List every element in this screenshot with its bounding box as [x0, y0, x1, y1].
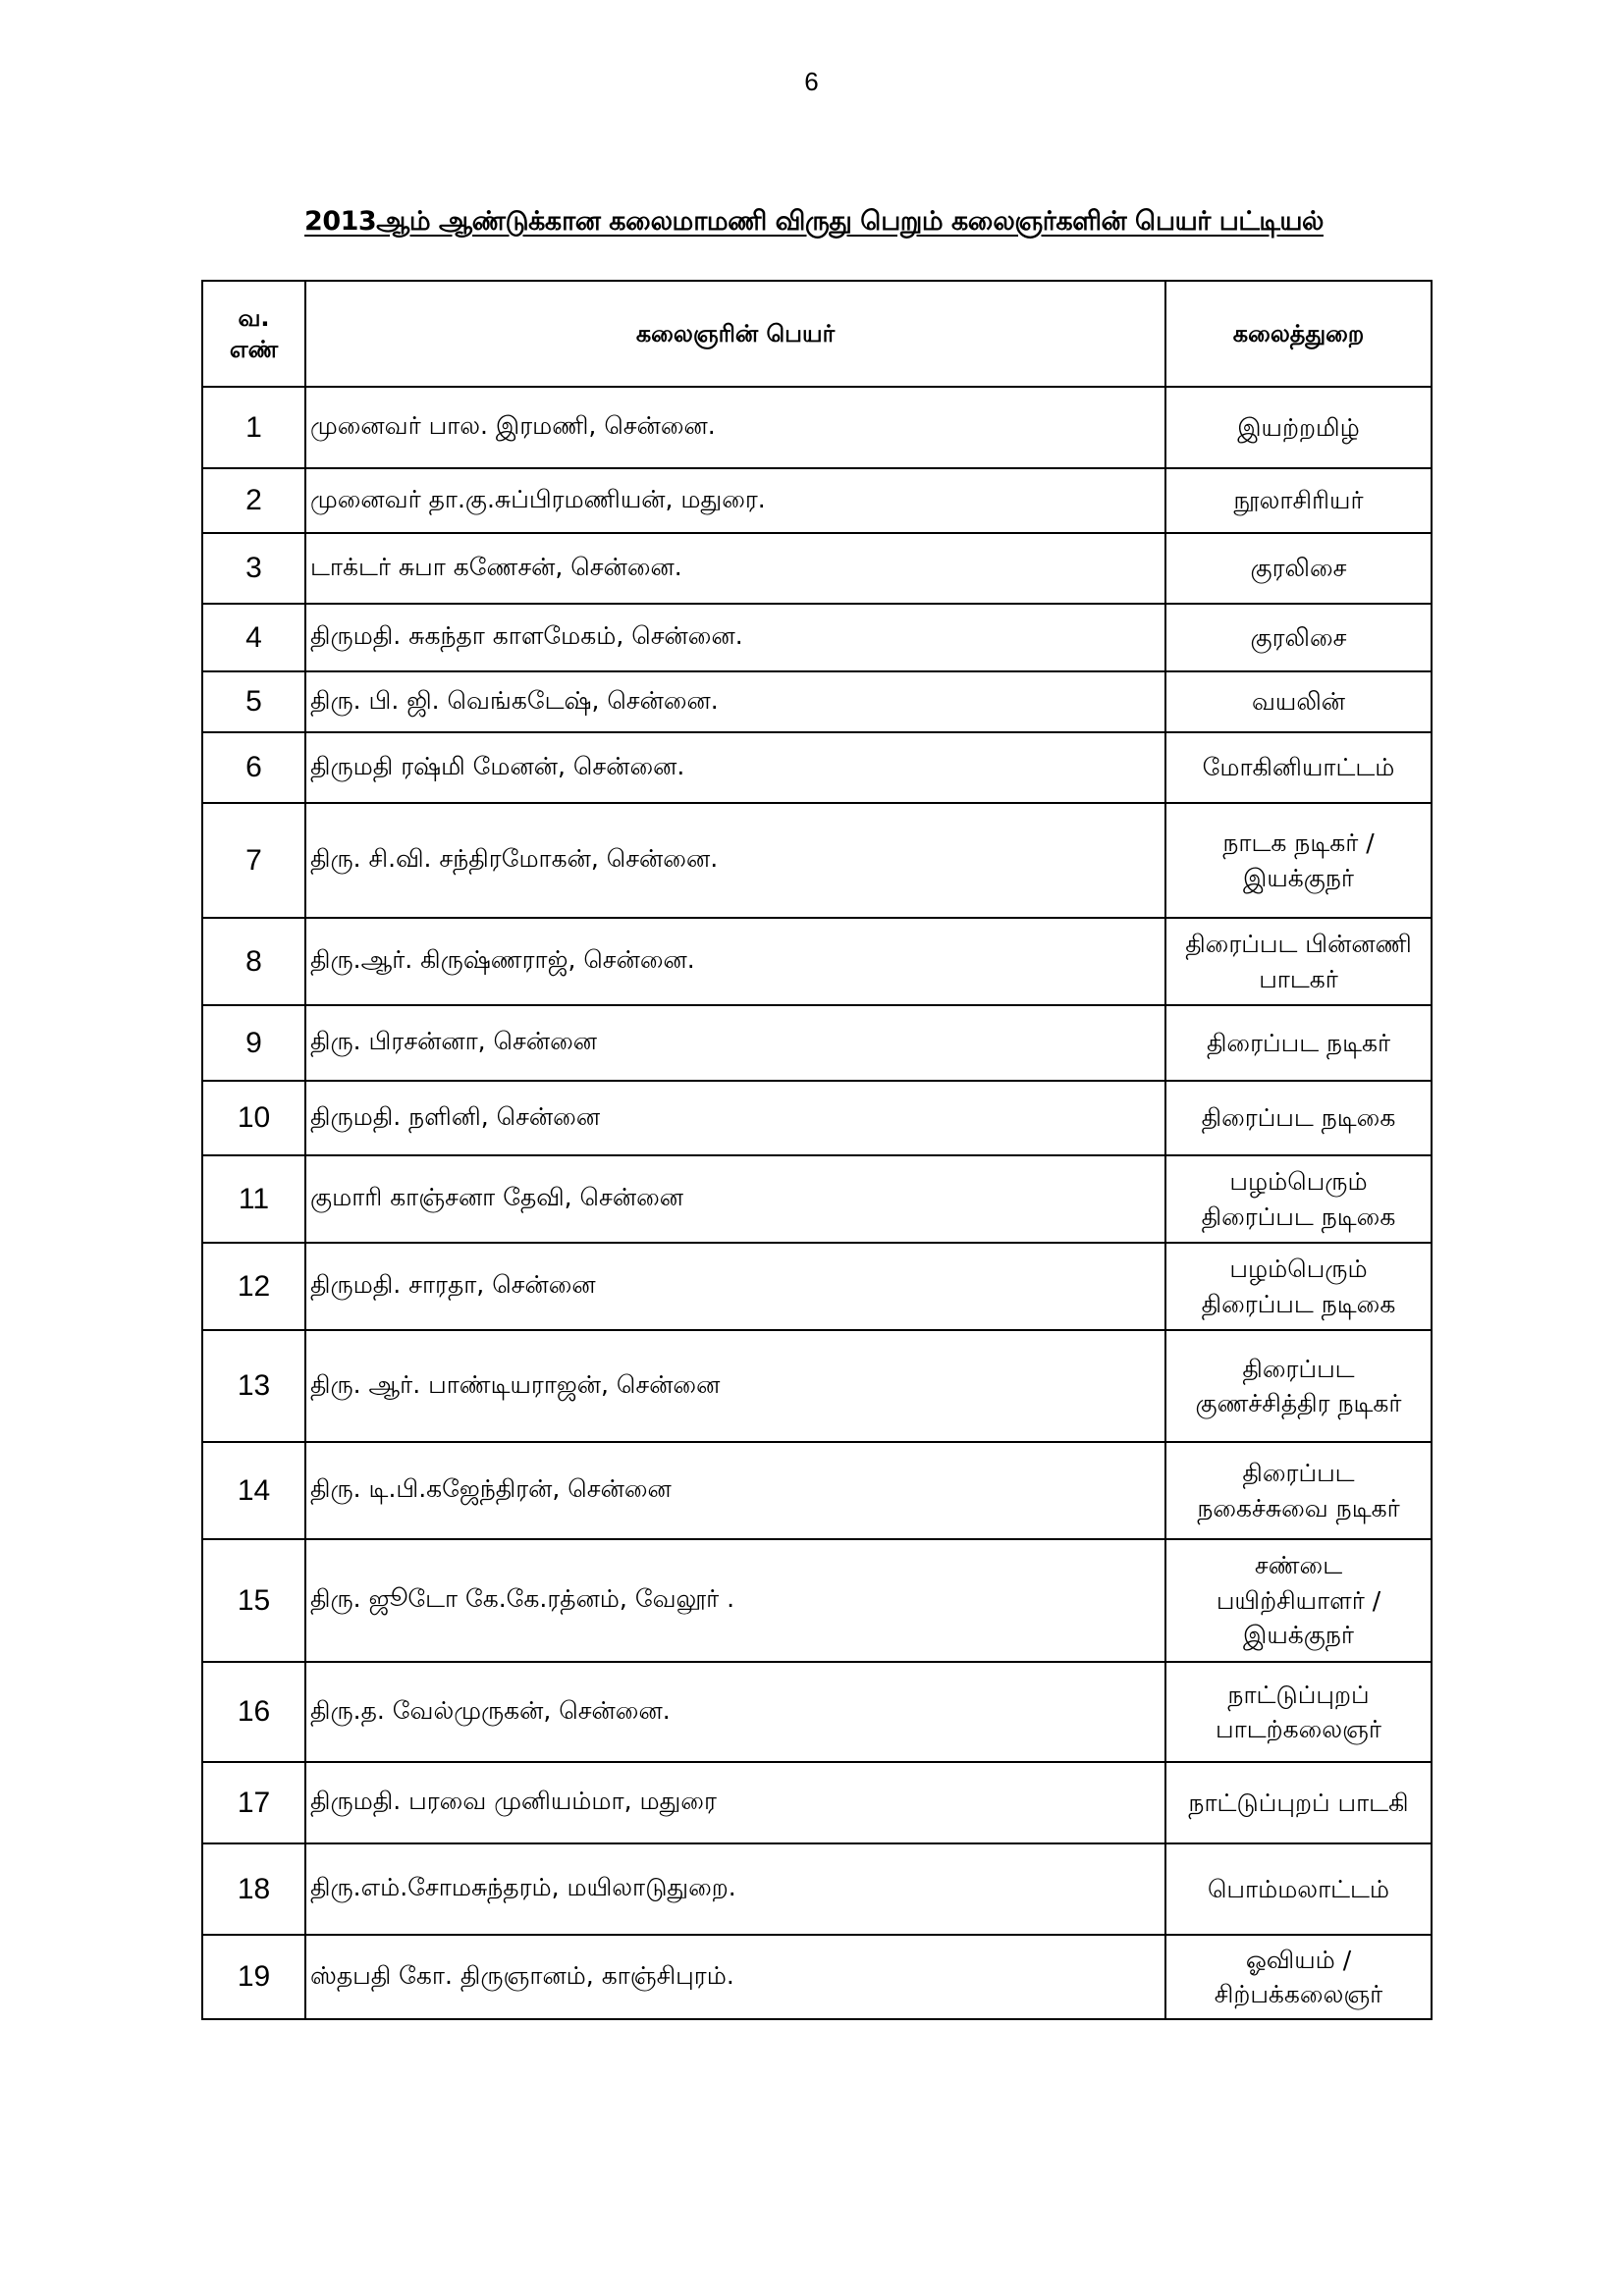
art-field-line: நாடக நடிகர் / [1222, 828, 1375, 857]
art-field-line: சிற்பக்கலைஞர் [1214, 1980, 1383, 2008]
art-field-line: சண்டை [1254, 1551, 1343, 1580]
artist-name: திருமதி. சுகந்தா காளமேகம், சென்னை. [305, 604, 1165, 671]
art-field-line: இயற்றமிழ் [1237, 412, 1360, 442]
art-field-line: பாடற்கலைஞர் [1216, 1715, 1381, 1743]
header-serial-number [202, 281, 305, 387]
art-field [1165, 1155, 1432, 1243]
artist-name: திருமதி. நளினி, சென்னை [305, 1081, 1165, 1155]
art-field [1165, 803, 1432, 918]
art-field-line: குணச்சித்திர நடிகர் [1195, 1389, 1402, 1417]
art-field [1165, 604, 1432, 671]
serial-number: 13 [202, 1330, 305, 1442]
serial-number: 3 [202, 533, 305, 604]
art-field [1165, 468, 1432, 533]
serial-number: 11 [202, 1155, 305, 1243]
table-row [202, 604, 1432, 671]
art-field-line: திரைப்பட [1242, 1354, 1355, 1383]
header-serial-line: வ. [238, 303, 270, 332]
serial-number: 5 [202, 671, 305, 732]
artist-name: திரு.எம்.சோமசுந்தரம், மயிலாடுதுறை. [305, 1843, 1165, 1935]
table-row [202, 1762, 1432, 1843]
art-field [1165, 1330, 1432, 1442]
table-header-row [202, 281, 1432, 387]
art-field [1165, 1762, 1432, 1843]
table-row [202, 918, 1432, 1005]
awardees-table [201, 280, 1433, 2020]
header-artist-name: கலைஞரின் பெயர் [305, 281, 1165, 387]
header-art-field: கலைத்துறை [1165, 281, 1432, 387]
document-title: 2013ஆம் ஆண்டுக்கான கலைமாமணி விருது பெறும் கலைஞர்களின் பெயர் பட்டியல் [304, 206, 1324, 237]
serial-number: 19 [202, 1935, 305, 2019]
art-field [1165, 1243, 1432, 1330]
table-row [202, 1442, 1432, 1539]
artist-name: திரு. ஆர். பாண்டியராஜன், சென்னை [305, 1330, 1165, 1442]
serial-number: 7 [202, 803, 305, 918]
artist-name: திரு. பிரசன்னா, சென்னை [305, 1005, 1165, 1081]
art-field-line: திரைப்பட பின்னணி [1185, 930, 1412, 958]
artist-name: திரு.ஆர். கிருஷ்ணராஜ், சென்னை. [305, 918, 1165, 1005]
table-row [202, 1662, 1432, 1762]
artist-name: முனைவர் பால. இரமணி, சென்னை. [305, 387, 1165, 468]
serial-number: 12 [202, 1243, 305, 1330]
artist-name: குமாரி காஞ்சனா தேவி, சென்னை [305, 1155, 1165, 1243]
art-field [1165, 1662, 1432, 1762]
artist-name: திரு. சி.வி. சந்திரமோகன், சென்னை. [305, 803, 1165, 918]
art-field [1165, 387, 1432, 468]
table-row [202, 1935, 1432, 2019]
art-field-line: இயக்குநர் [1243, 863, 1354, 892]
art-field-line: திரைப்பட நடிகை [1201, 1103, 1396, 1133]
table-body [202, 387, 1432, 2019]
artist-name: திருமதி. பரவை முனியம்மா, மதுரை [305, 1762, 1165, 1843]
art-field-line: பொம்மலாட்டம் [1207, 1874, 1390, 1903]
artist-name: திரு.த. வேல்முருகன், சென்னை. [305, 1662, 1165, 1762]
art-field-line: திரைப்பட நடிகர் [1206, 1028, 1391, 1057]
art-field [1165, 1539, 1432, 1662]
art-field-line: திரைப்பட நடிகை [1201, 1289, 1396, 1318]
art-field-line: மோகினியாட்டம் [1202, 753, 1395, 782]
art-field-line: வயலின் [1251, 687, 1346, 717]
artist-name: திருமதி. சாரதா, சென்னை [305, 1243, 1165, 1330]
artist-name: திரு. ஜூடோ கே.கே.ரத்னம், வேலூர் . [305, 1539, 1165, 1662]
serial-number: 8 [202, 918, 305, 1005]
serial-number: 10 [202, 1081, 305, 1155]
artist-name: முனைவர் தா.கு.சுப்பிரமணியன், மதுரை. [305, 468, 1165, 533]
table-row [202, 803, 1432, 918]
art-field-line: இயக்குநர் [1243, 1621, 1354, 1650]
artist-name: திரு. டி.பி.கஜேந்திரன், சென்னை [305, 1442, 1165, 1539]
art-field [1165, 1081, 1432, 1155]
art-field-line: பாடகர் [1259, 964, 1338, 993]
art-field [1165, 671, 1432, 732]
serial-number: 2 [202, 468, 305, 533]
table-row [202, 1330, 1432, 1442]
art-field-line: பழம்பெரும் [1229, 1167, 1368, 1196]
art-field-line: நகைச்சுவை நடிகர் [1197, 1493, 1400, 1522]
serial-number: 14 [202, 1442, 305, 1539]
art-field-line: நாட்டுப்புறப் பாடகி [1188, 1788, 1409, 1817]
art-field-line: குரலிசை [1250, 622, 1347, 652]
serial-number: 18 [202, 1843, 305, 1935]
table-row [202, 1843, 1432, 1935]
header-serial-line: எண் [229, 336, 279, 363]
serial-number: 9 [202, 1005, 305, 1081]
table-row [202, 1243, 1432, 1330]
serial-number: 15 [202, 1539, 305, 1662]
serial-number: 1 [202, 387, 305, 468]
artist-name: திரு. பி. ஜி. வெங்கடேஷ், சென்னை. [305, 671, 1165, 732]
art-field [1165, 918, 1432, 1005]
art-field [1165, 732, 1432, 803]
art-field-line: பயிற்சியாளர் / [1216, 1585, 1381, 1615]
art-field [1165, 1005, 1432, 1081]
table-row [202, 1155, 1432, 1243]
table-row [202, 1081, 1432, 1155]
art-field [1165, 1442, 1432, 1539]
artist-name: டாக்டர் சுபா கணேசன், சென்னை. [305, 533, 1165, 604]
serial-number: 17 [202, 1762, 305, 1843]
table-row [202, 732, 1432, 803]
serial-number: 6 [202, 732, 305, 803]
table-row [202, 1539, 1432, 1662]
table-row [202, 671, 1432, 732]
table-row [202, 1005, 1432, 1081]
art-field [1165, 1843, 1432, 1935]
art-field-line: குரலிசை [1250, 554, 1347, 583]
table-row [202, 468, 1432, 533]
serial-number: 16 [202, 1662, 305, 1762]
art-field-line: நாட்டுப்புறப் [1227, 1680, 1370, 1709]
art-field-line: பழம்பெரும் [1229, 1255, 1368, 1283]
table-row [202, 533, 1432, 604]
art-field [1165, 533, 1432, 604]
table-row [202, 387, 1432, 468]
art-field [1165, 1935, 1432, 2019]
art-field-line: திரைப்பட [1242, 1459, 1355, 1487]
art-field-line: திரைப்பட நடிகை [1201, 1201, 1396, 1231]
artist-name: திருமதி ரஷ்மி மேனன், சென்னை. [305, 732, 1165, 803]
art-field-line: நூலாசிரியர் [1233, 486, 1364, 515]
art-field-line: ஓவியம் / [1245, 1945, 1352, 1974]
page-number: 6 [804, 67, 819, 96]
serial-number: 4 [202, 604, 305, 671]
artist-name: ஸ்தபதி கோ. திருஞானம், காஞ்சிபுரம். [305, 1935, 1165, 2019]
